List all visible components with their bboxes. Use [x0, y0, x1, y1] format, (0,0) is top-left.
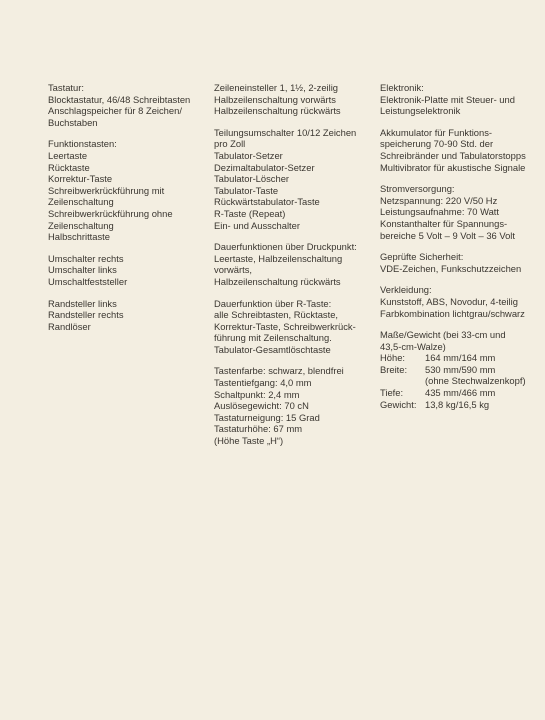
spec-block — [380, 284, 545, 319]
spec-line: Tastenfarbe: schwarz, blendfrei — [214, 365, 344, 377]
spec-block — [48, 138, 208, 242]
spec-block — [214, 365, 374, 446]
spec-block — [214, 241, 374, 287]
spec-line: Dauerfunktion über R-Taste: — [214, 297, 332, 309]
spec-block-title: Tastatur: — [48, 82, 84, 93]
dimension-label: Breite: — [380, 363, 408, 375]
specs-electronics-group — [380, 82, 545, 319]
spec-line: Leistungselektronik — [380, 105, 461, 117]
spec-line: R-Taste (Repeat) — [214, 207, 286, 219]
spec-block — [380, 127, 545, 173]
spec-line: Schreibränder und Tabulatorstopps — [380, 149, 526, 161]
dimension-value: 435 mm/466 mm — [425, 387, 496, 399]
spec-line: (Höhe Taste „H“) — [214, 435, 284, 447]
dimension-label — [380, 375, 425, 387]
spec-column-1 — [48, 82, 208, 342]
spec-line: Konstanthalter für Spannungs- — [380, 217, 508, 229]
spec-line: Tastentiefgang: 4,0 mm — [214, 377, 312, 389]
spec-line: Netzspannung: 220 V/50 Hz — [380, 194, 498, 206]
dimension-label: Tiefe: — [380, 387, 404, 399]
dimension-value: 13,8 kg/16,5 kg — [425, 398, 490, 410]
spec-line: Ein- und Ausschalter — [214, 219, 300, 231]
spec-block-title: Stromversorgung: — [380, 183, 455, 195]
spec-line: Auslösegewicht: 70 cN — [214, 400, 309, 412]
dimension-row — [380, 364, 526, 376]
spec-line: bereiche 5 Volt – 9 Volt – 36 Volt — [380, 229, 515, 241]
dimension-label: Höhe: — [380, 352, 406, 364]
spec-block-title: Verkleidung: — [380, 284, 432, 296]
spec-line: Tastaturneigung: 15 Grad — [214, 411, 320, 423]
spec-block-title: Elektronik: — [380, 82, 424, 93]
spec-block — [380, 183, 545, 241]
dimension-row — [380, 399, 526, 411]
spec-column-2 — [214, 82, 374, 457]
spec-column-3 — [380, 82, 545, 420]
spec-line: Kunststoff, ABS, Novodur, 4-teilig — [380, 295, 518, 307]
spec-line: Halbschrittaste — [48, 231, 111, 243]
spec-line: Dauerfunktionen über Druckpunkt: — [214, 241, 357, 253]
spec-line: Umschalter links — [48, 264, 117, 276]
spec-block — [380, 82, 545, 117]
spec-line: führung mit Zeilenschaltung. — [214, 332, 332, 344]
spec-line: pro Zoll — [214, 138, 246, 150]
spec-line: Zeileneinsteller 1, 1½, 2-zeilig — [214, 82, 339, 93]
spec-block — [214, 82, 374, 117]
spec-line: Zeilenschaltung — [48, 196, 114, 208]
dimension-value: 530 mm/590 mm — [425, 363, 496, 375]
spec-line: Rückwärtstabulator-Taste — [214, 196, 320, 208]
spec-line: Randlöser — [48, 320, 91, 332]
dimension-row — [380, 352, 526, 364]
spec-line: Teilungsumschalter 10/12 Zeichen — [214, 126, 357, 138]
spec-line: Buchstaben — [48, 116, 98, 128]
spec-line: alle Schreibtasten, Rücktaste, — [214, 309, 339, 321]
spec-line: Anschlagspeicher für 8 Zeichen/ — [48, 105, 182, 117]
spec-block — [380, 251, 545, 274]
spec-line: Halbzeilenschaltung rückwärts — [214, 105, 341, 117]
spec-line: Halbzeilenschaltung vorwärts — [214, 93, 336, 105]
spec-line: Schreibwerkrückführung ohne — [48, 207, 173, 219]
dimension-value: 164 mm/164 mm — [425, 352, 496, 364]
spec-block — [214, 298, 374, 356]
spec-line: Akkumulator für Funktions- — [380, 126, 493, 138]
spec-line: Blocktastatur, 46/48 Schreibtasten — [48, 93, 191, 105]
dimension-row — [380, 387, 526, 399]
spec-line: Korrektur-Taste — [48, 173, 113, 185]
dimension-row — [380, 375, 526, 387]
spec-block — [214, 127, 374, 231]
spec-line: Tabulator-Taste — [214, 184, 279, 196]
dimensions-table — [380, 352, 526, 410]
spec-block-title: Funktionstasten: — [48, 138, 117, 150]
spec-line: Schaltpunkt: 2,4 mm — [214, 388, 300, 400]
spec-line: Zeilenschaltung — [48, 219, 114, 231]
spec-line: Korrektur-Taste, Schreibwerkrück- — [214, 320, 356, 332]
spec-line: Leertaste — [48, 149, 88, 161]
dimensions-title-line-2: 43,5-cm-Walze) — [380, 340, 446, 352]
spec-line: Farbkombination lichtgrau/schwarz — [380, 307, 525, 319]
dimension-value: (ohne Stechwalzenkopf) — [425, 375, 526, 387]
spec-line: Tastaturhöhe: 67 mm — [214, 423, 303, 435]
spec-line: Umschalter rechts — [48, 252, 124, 264]
spec-line: Elektronik-Platte mit Steuer- und — [380, 93, 515, 105]
spec-line: Umschaltfeststeller — [48, 275, 128, 287]
spec-line: Multivibrator für akustische Signale — [380, 161, 526, 173]
spec-line: vorwärts, — [214, 264, 253, 276]
spec-line: VDE-Zeichen, Funkschutzzeichen — [380, 262, 522, 274]
spec-line: Tabulator-Gesamtlöschtaste — [214, 343, 331, 355]
dimension-label: Gewicht: — [380, 398, 417, 410]
spec-block — [48, 253, 208, 288]
spec-line: Leertaste, Halbzeilenschaltung — [214, 252, 343, 264]
spec-block — [48, 82, 208, 128]
spec-line: speicherung 70-90 Std. der — [380, 138, 494, 150]
spec-line: Randsteller links — [48, 297, 117, 309]
dimensions-title-line-1: Maße/Gewicht (bei 33-cm und — [380, 329, 506, 341]
spec-line: Randsteller rechts — [48, 309, 124, 321]
spec-block — [48, 298, 208, 333]
spec-line: Tabulator-Setzer — [214, 149, 283, 161]
dimensions-block — [380, 329, 545, 410]
spec-line: Tabulator-Löscher — [214, 173, 290, 185]
spec-line: Halbzeilenschaltung rückwärts — [214, 275, 341, 287]
spec-line: Rücktaste — [48, 161, 90, 173]
spec-block-title: Geprüfte Sicherheit: — [380, 251, 464, 263]
spec-line: Schreibwerkrückführung mit — [48, 184, 165, 196]
spec-line: Dezimaltabulator-Setzer — [214, 161, 315, 173]
spec-line: Leistungsaufnahme: 70 Watt — [380, 206, 499, 218]
